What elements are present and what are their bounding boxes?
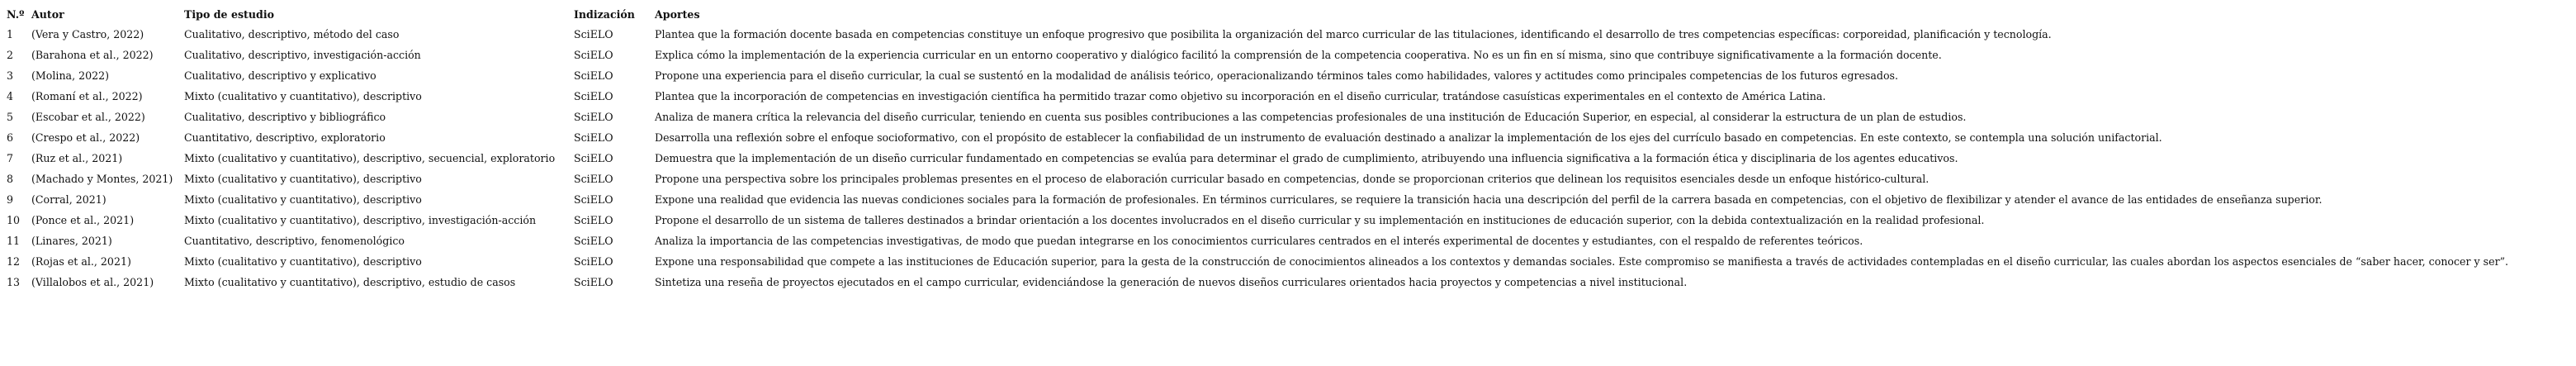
cell-author: (Machado y Montes, 2021) bbox=[31, 173, 173, 185]
header-row bbox=[7, 5, 2570, 24]
cell-author: (Villalobos et al., 2021) bbox=[31, 276, 154, 288]
table-row bbox=[7, 107, 2570, 127]
table-row bbox=[7, 169, 2570, 189]
header-contributions: Aportes bbox=[655, 8, 700, 21]
cell-contributions: Propone el desarrollo de un sistema de talleres destinados a brindar orientación a los docentes involucrados en el diseño curricular y su implementación en instituciones de educación superior, con la debida contextualización en la realidad profesional. bbox=[655, 214, 1985, 226]
header-indexing: Indización bbox=[574, 8, 635, 21]
cell-number: 1 bbox=[7, 28, 14, 40]
table-row bbox=[7, 231, 2570, 251]
cell-contributions: Demuestra que la implementación de un diseño curricular fundamentado en competencias se evalúa para determinar el grado de cumplimiento, atribuyendo una influencia significativa a la formación ética y disciplinaria de los agentes educativos. bbox=[655, 152, 1958, 164]
cell-study-type: Cualitativo, descriptivo, investigación-acción bbox=[184, 49, 421, 61]
table-row bbox=[7, 272, 2570, 292]
cell-indexing: SciELO bbox=[574, 69, 613, 82]
cell-author: (Ruz et al., 2021) bbox=[31, 152, 123, 164]
cell-indexing: SciELO bbox=[574, 111, 613, 123]
cell-number: 9 bbox=[7, 193, 14, 206]
cell-indexing: SciELO bbox=[574, 276, 613, 288]
cell-study-type: Mixto (cualitativo y cuantitativo), descriptivo, investigación-acción bbox=[184, 214, 537, 226]
table-body bbox=[7, 24, 2570, 292]
cell-indexing: SciELO bbox=[574, 235, 613, 247]
cell-contributions: Analiza la importancia de las competencias investigativas, de modo que puedan integrarse en los conocimientos curriculares centrados en el interés experimental de docentes y estudiantes, con el respaldo de referentes teóricos. bbox=[655, 235, 1863, 247]
cell-indexing: SciELO bbox=[574, 193, 613, 206]
cell-indexing: SciELO bbox=[574, 49, 613, 61]
cell-study-type: Cuantitativo, descriptivo, fenomenológico bbox=[184, 235, 405, 247]
cell-indexing: SciELO bbox=[574, 152, 613, 164]
cell-study-type: Cualitativo, descriptivo, método del caso bbox=[184, 28, 400, 40]
cell-study-type: Mixto (cualitativo y cuantitativo), descriptivo bbox=[184, 255, 422, 268]
cell-number: 8 bbox=[7, 173, 14, 185]
cell-author: (Molina, 2022) bbox=[31, 69, 110, 82]
table-row bbox=[7, 127, 2570, 148]
studies-table bbox=[7, 5, 2570, 292]
cell-number: 10 bbox=[7, 214, 21, 226]
table-row bbox=[7, 210, 2570, 231]
cell-study-type: Mixto (cualitativo y cuantitativo), descriptivo bbox=[184, 193, 422, 206]
cell-author: (Rojas et al., 2021) bbox=[31, 255, 131, 268]
cell-contributions: Plantea que la formación docente basada en competencias constituye un enfoque progresivo que posibilita la organización del marco curricular de las titulaciones, identificando el desarrollo de tres competencias específicas: corporeidad, planificación y tecnología. bbox=[655, 28, 2052, 40]
cell-number: 7 bbox=[7, 152, 14, 164]
cell-number: 5 bbox=[7, 111, 14, 123]
cell-indexing: SciELO bbox=[574, 173, 613, 185]
cell-number: 6 bbox=[7, 131, 14, 144]
studies-table-container bbox=[7, 5, 2570, 292]
cell-study-type: Cualitativo, descriptivo y explicativo bbox=[184, 69, 376, 82]
cell-contributions: Expone una realidad que evidencia las nuevas condiciones sociales para la formación de profesionales. En términos curriculares, se requiere la transición hacia una descripción del perfil de la carrera basada en competencias, con el objetivo de flexibilizar y atender el avance de las entidades de enseñanza superior. bbox=[655, 193, 2323, 206]
cell-author: (Vera y Castro, 2022) bbox=[31, 28, 144, 40]
cell-contributions: Propone una experiencia para el diseño curricular, la cual se sustentó en la modalidad de análisis teórico, operacionalizando términos tales como habilidades, valores y actitudes como principales competencias de los futuros egresados. bbox=[655, 69, 1899, 82]
cell-study-type: Mixto (cualitativo y cuantitativo), descriptivo bbox=[184, 173, 422, 185]
cell-contributions: Propone una perspectiva sobre los principales problemas presentes en el proceso de elaboración curricular basado en competencias, donde se proporcionan criterios que delinean los requisitos esenciales desde un enfoque histórico-cultural. bbox=[655, 173, 1930, 185]
cell-contributions: Explica cómo la implementación de la experiencia curricular en un entorno cooperativo y dialógico facilitó la comprensión de la competencia cooperativa. No es un fin en sí misma, sino que contribuye significativamente a la formación docente. bbox=[655, 49, 1942, 61]
cell-study-type: Mixto (cualitativo y cuantitativo), descriptivo, estudio de casos bbox=[184, 276, 516, 288]
table-header bbox=[7, 5, 2570, 24]
cell-number: 11 bbox=[7, 235, 21, 247]
cell-contributions: Analiza de manera crítica la relevancia del diseño curricular, teniendo en cuenta sus posibles contribuciones a las competencias profesionales de una institución de Educación Superior, en especial, al considerar la estructura de un plan de estudios. bbox=[655, 111, 1967, 123]
cell-author: (Barahona et al., 2022) bbox=[31, 49, 154, 61]
cell-indexing: SciELO bbox=[574, 90, 613, 102]
table-row bbox=[7, 45, 2570, 65]
cell-contributions: Expone una responsabilidad que compete a las instituciones de Educación superior, para la gesta de la construcción de conocimientos alineados a los contextos y demandas sociales. Este compromiso se manifiesta a través de actividades contempladas en el diseño curricular, las cuales abordan los aspectos esenciales de “saber hacer, conocer y ser”. bbox=[655, 255, 2509, 268]
cell-number: 2 bbox=[7, 49, 14, 61]
cell-study-type: Cualitativo, descriptivo y bibliográfico bbox=[184, 111, 386, 123]
cell-study-type: Cuantitativo, descriptivo, exploratorio bbox=[184, 131, 386, 144]
table-row bbox=[7, 24, 2570, 45]
cell-contributions: Desarrolla una reflexión sobre el enfoque socioformativo, con el propósito de establecer la confiabilidad de un instrumento de evaluación destinado a analizar la implementación de los ejes del currículo basado en competencias. En este contexto, se contempla una solución unifactorial. bbox=[655, 131, 2162, 144]
cell-indexing: SciELO bbox=[574, 214, 613, 226]
cell-author: (Linares, 2021) bbox=[31, 235, 112, 247]
cell-indexing: SciELO bbox=[574, 255, 613, 268]
cell-contributions: Sintetiza una reseña de proyectos ejecutados en el campo curricular, evidenciándose la generación de nuevos diseños curriculares orientados hacia proyectos y competencias a nivel institucional. bbox=[655, 276, 1688, 288]
cell-indexing: SciELO bbox=[574, 131, 613, 144]
cell-author: (Corral, 2021) bbox=[31, 193, 107, 206]
header-number: N.º bbox=[7, 8, 25, 21]
header-study-type: Tipo de estudio bbox=[184, 8, 275, 21]
cell-author: (Escobar et al., 2022) bbox=[31, 111, 145, 123]
cell-number: 12 bbox=[7, 255, 21, 268]
cell-contributions: Plantea que la incorporación de competencias en investigación científica ha permitido trazar como objetivo su incorporación en el diseño curricular, tratándose casuísticas experimentales en el contexto de América Latina. bbox=[655, 90, 1826, 102]
cell-study-type: Mixto (cualitativo y cuantitativo), descriptivo, secuencial, exploratorio bbox=[184, 152, 556, 164]
cell-indexing: SciELO bbox=[574, 28, 613, 40]
cell-number: 4 bbox=[7, 90, 14, 102]
cell-number: 3 bbox=[7, 69, 14, 82]
cell-author: (Romaní et al., 2022) bbox=[31, 90, 143, 102]
table-row bbox=[7, 86, 2570, 107]
table-row bbox=[7, 148, 2570, 169]
cell-author: (Ponce et al., 2021) bbox=[31, 214, 135, 226]
cell-number: 13 bbox=[7, 276, 21, 288]
cell-author: (Crespo et al., 2022) bbox=[31, 131, 140, 144]
cell-study-type: Mixto (cualitativo y cuantitativo), descriptivo bbox=[184, 90, 422, 102]
table-row bbox=[7, 251, 2570, 272]
table-row bbox=[7, 189, 2570, 210]
table-row bbox=[7, 65, 2570, 86]
header-author: Autor bbox=[31, 8, 64, 21]
